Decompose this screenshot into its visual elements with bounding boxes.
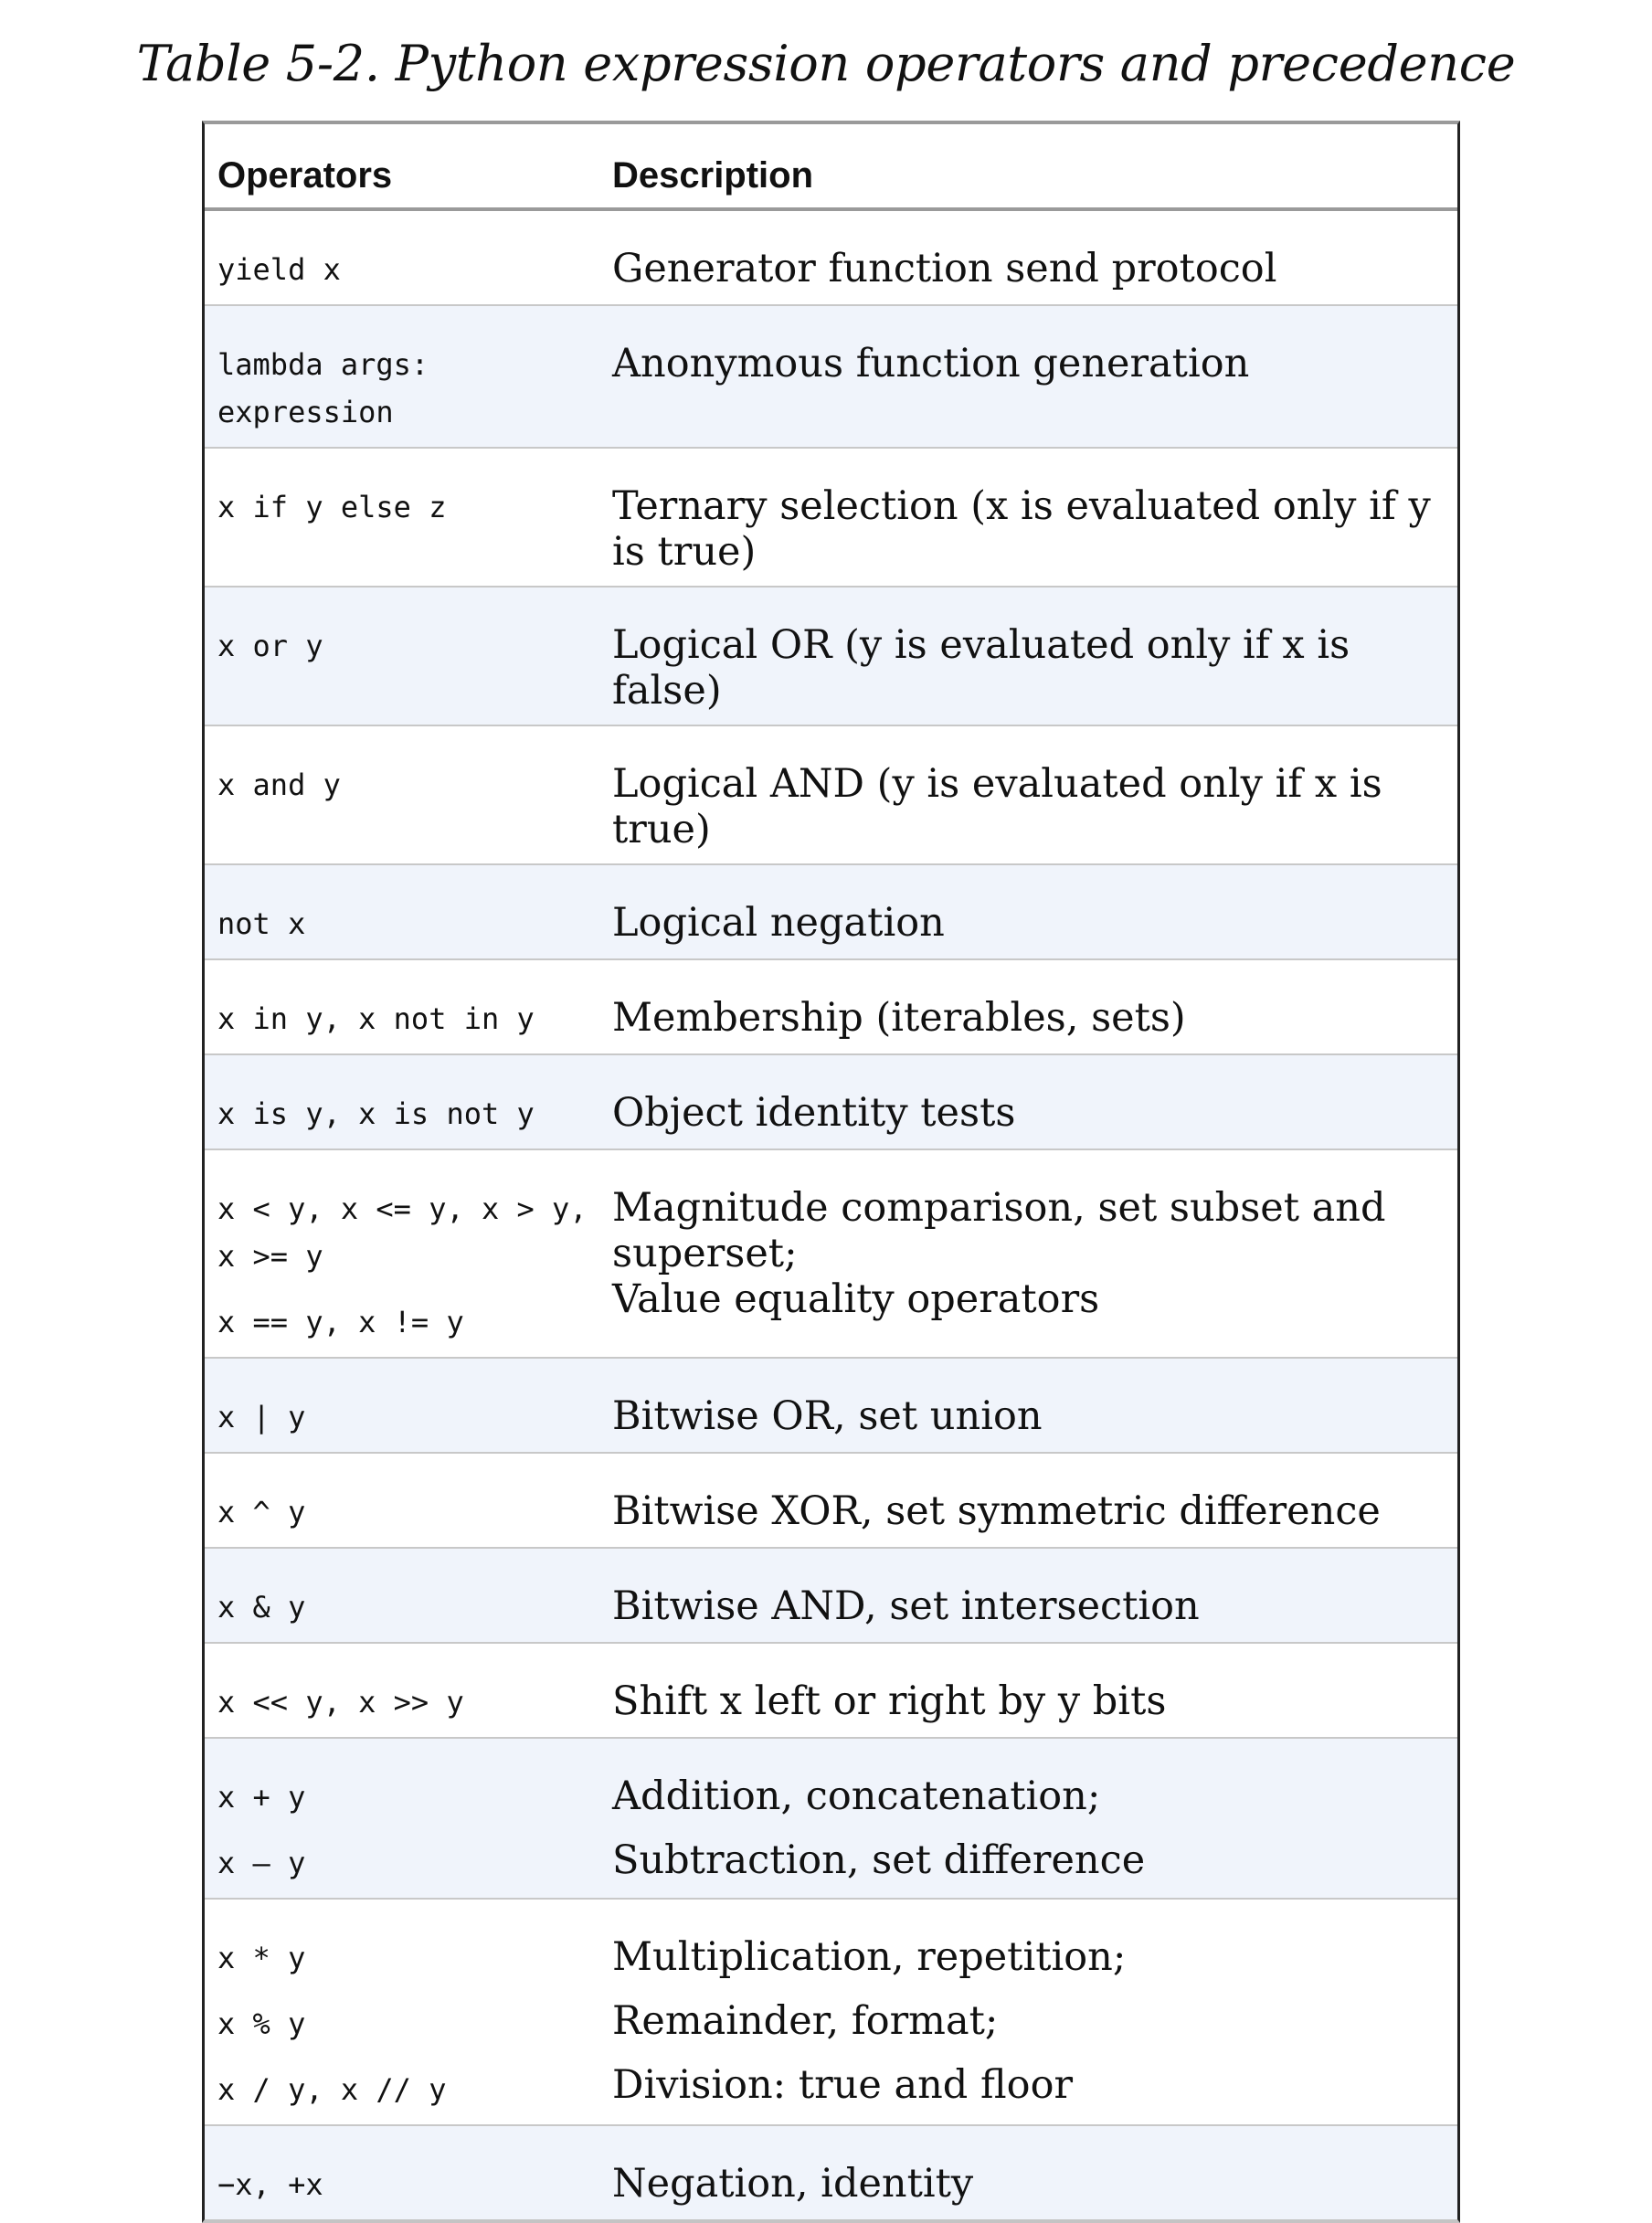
- table-row: [205, 1453, 1457, 1548]
- operator-text: x is y, x is not y: [217, 1096, 535, 1131]
- description-cell: [599, 725, 1457, 864]
- description-cell: [599, 1149, 1457, 1358]
- description-text: Negation, identity: [612, 2161, 974, 2207]
- operator-cell: [205, 2125, 599, 2219]
- operator-cell: [205, 1643, 599, 1738]
- header-operators: Operators: [205, 124, 599, 209]
- table-caption: Table 5-2. Python expression operators and precedence: [136, 35, 1516, 92]
- table-row: [205, 209, 1457, 305]
- table-row: [205, 1899, 1457, 2125]
- table-row: [205, 448, 1457, 587]
- description-text: Subtraction, set difference: [612, 1837, 1146, 1883]
- operator-cell: [205, 1548, 599, 1643]
- description-text: Membership (iterables, sets): [612, 995, 1186, 1041]
- table-row: [205, 1149, 1457, 1358]
- operator-precedence-table: [202, 121, 1460, 2223]
- operator-text: x % y: [217, 2006, 306, 2041]
- table-row: [205, 587, 1457, 725]
- operator-text: −x, +x: [217, 2167, 323, 2202]
- table-row: [205, 1738, 1457, 1899]
- description-cell: [599, 864, 1457, 959]
- operator-text: yield x: [217, 252, 341, 287]
- operator-cell: [205, 1453, 599, 1548]
- operator-cell: [205, 725, 599, 864]
- description-cell: [599, 1899, 1457, 2125]
- table-row: [205, 864, 1457, 959]
- description-text: Logical negation: [612, 900, 945, 946]
- operator-text: x – y: [217, 1846, 306, 1880]
- description-cell: [599, 1643, 1457, 1738]
- description-text: Bitwise OR, set union: [612, 1393, 1043, 1439]
- description-cell: [599, 1054, 1457, 1149]
- operator-cell: [205, 959, 599, 1054]
- description-cell: [599, 959, 1457, 1054]
- table-row: [205, 725, 1457, 864]
- table-row: [205, 2125, 1457, 2219]
- operator-cell: [205, 587, 599, 725]
- header-description: Description: [599, 124, 1457, 209]
- operator-cell: [205, 448, 599, 587]
- description-text: Bitwise AND, set intersection: [612, 1583, 1200, 1629]
- description-text: Bitwise XOR, set symmetric difference: [612, 1488, 1381, 1534]
- table-row: [205, 1643, 1457, 1738]
- operator-cell: [205, 305, 599, 448]
- operator-cell: [205, 864, 599, 959]
- operator-text: x ^ y: [217, 1495, 306, 1530]
- operator-text: x & y: [217, 1590, 306, 1625]
- description-text: Remainder, format;: [612, 1998, 999, 2044]
- operator-cell: [205, 1899, 599, 2125]
- operator-cell: [205, 1738, 599, 1899]
- description-text: Logical OR (y is evaluated only if x is false): [612, 622, 1350, 714]
- description-text: Addition, concatenation;: [612, 1773, 1101, 1819]
- operator-cell: [205, 1358, 599, 1453]
- description-text: Object identity tests: [612, 1090, 1016, 1136]
- operator-cell: [205, 1054, 599, 1149]
- description-text: Multiplication, repetition;: [612, 1934, 1127, 1980]
- operator-cell: [205, 1149, 599, 1358]
- operator-text: x and y: [217, 767, 341, 802]
- operator-text: expression: [217, 395, 394, 429]
- description-cell: [599, 2125, 1457, 2219]
- description-cell: [599, 1453, 1457, 1548]
- description-text: Logical AND (y is evaluated only if x is true): [612, 761, 1382, 852]
- operator-text: x << y, x >> y: [217, 1685, 464, 1720]
- operator-text: x < y, x <= y, x > y, x >= y: [217, 1191, 588, 1274]
- description-text: Magnitude comparison, set subset and superset;: [612, 1185, 1386, 1276]
- header-row: [205, 124, 1457, 209]
- table-row: [205, 305, 1457, 448]
- description-text: Value equality operators: [612, 1276, 1100, 1322]
- table-row: [205, 1054, 1457, 1149]
- operator-text: x / y, x // y: [217, 2072, 447, 2107]
- operator-text: x or y: [217, 629, 323, 663]
- description-text: Division: true and floor: [612, 2062, 1074, 2108]
- operator-text: x in y, x not in y: [217, 1001, 535, 1036]
- description-cell: [599, 587, 1457, 725]
- operator-text: x * y: [217, 1941, 306, 1975]
- table-row: [205, 959, 1457, 1054]
- operator-text: lambda args:: [217, 347, 429, 382]
- operator-text: x + y: [217, 1780, 306, 1815]
- description-text: Generator function send protocol: [612, 246, 1277, 291]
- description-text: Anonymous function generation: [612, 341, 1250, 386]
- table-row: [205, 1358, 1457, 1453]
- operator-text: not x: [217, 906, 306, 941]
- operator-text: x == y, x != y: [217, 1305, 464, 1339]
- table-row: [205, 1548, 1457, 1643]
- description-cell: [599, 448, 1457, 587]
- operator-text: x if y else z: [217, 490, 447, 524]
- description-cell: [599, 305, 1457, 448]
- description-cell: [599, 1358, 1457, 1453]
- operator-cell: [205, 209, 599, 305]
- description-text: Ternary selection (x is evaluated only if y is true): [612, 483, 1431, 575]
- description-cell: [599, 1548, 1457, 1643]
- description-text: Shift x left or right by y bits: [612, 1678, 1167, 1724]
- operator-text: x | y: [217, 1400, 306, 1434]
- description-cell: [599, 209, 1457, 305]
- description-cell: [599, 1738, 1457, 1899]
